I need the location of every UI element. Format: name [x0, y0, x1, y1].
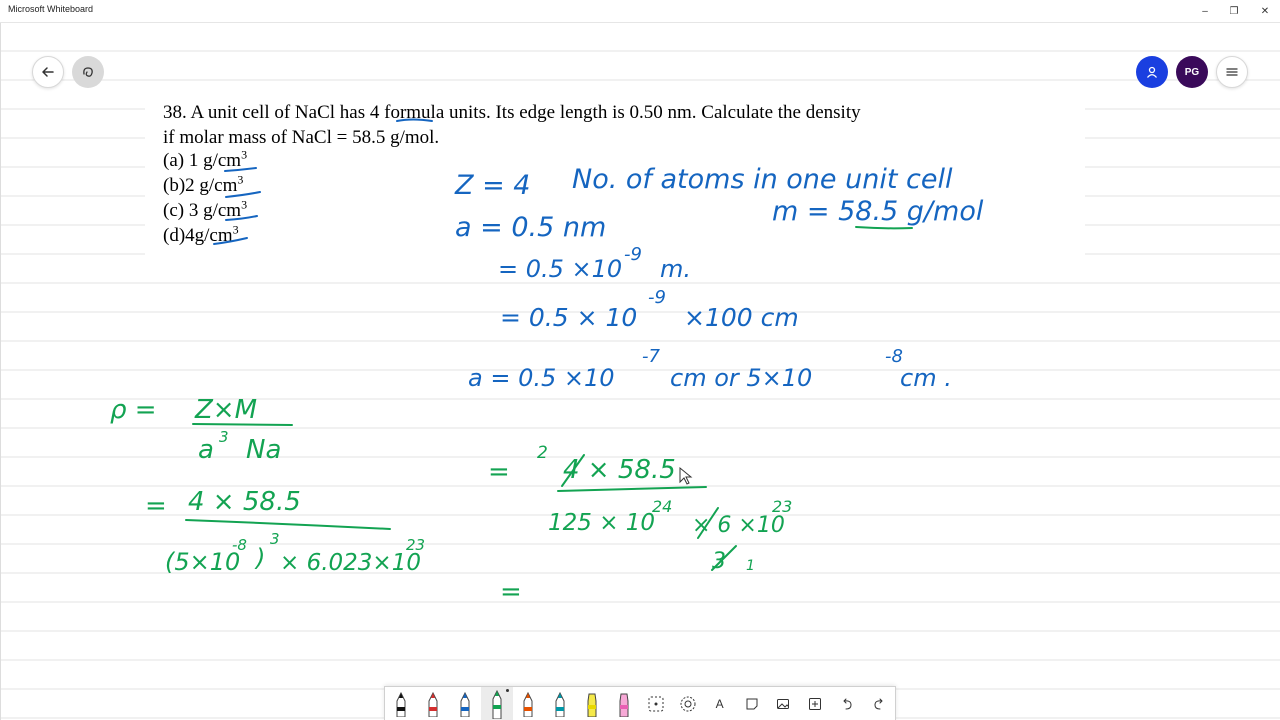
substitution-den-a: (5×10 — [165, 548, 241, 576]
calc-fraction-bar — [558, 487, 706, 491]
pink-highlighter-icon — [616, 691, 632, 717]
calc-three: 3 — [712, 549, 726, 574]
sticky-note-icon — [745, 697, 759, 711]
ruler-tool[interactable] — [672, 687, 704, 720]
red-pen-tool[interactable] — [417, 687, 449, 720]
a-in-cm-step-suffix: ×100 cm — [684, 303, 799, 332]
back-button[interactable] — [32, 56, 64, 88]
note-tool[interactable] — [736, 687, 768, 720]
teal-pen-icon — [553, 691, 567, 717]
plus-box-icon — [808, 697, 822, 711]
substitution-fraction-bar — [186, 520, 390, 529]
option-b: (b)2 $g/cm^3$ — [163, 172, 244, 196]
rho-den-na: Na — [246, 435, 282, 465]
redo-icon — [872, 697, 886, 711]
calc-numerator: 4 × 58.5 — [563, 455, 676, 485]
option-c: (c) 3 $g/cm^3$ — [163, 197, 248, 221]
restore-button[interactable]: ❐ — [1229, 5, 1239, 17]
option-d: $(d)4g/cm^3$ — [163, 222, 239, 246]
lasso-select-tool[interactable] — [640, 687, 672, 720]
rho-fraction-bar — [193, 424, 292, 425]
a-in-m-unit: m. — [660, 255, 692, 283]
a-final: a = 0.5 ×10 — [468, 364, 615, 392]
a-in-m: = 0.5 ×10 — [498, 255, 623, 283]
a-final-mid: cm or 5×10 — [670, 364, 813, 392]
ink-shape-icon — [81, 65, 95, 79]
black-pen-icon — [394, 691, 408, 717]
z-equals-4: Z = 4 — [455, 170, 531, 201]
question-line-1: 38. A unit cell of NaCl has 4 formula units. Its edge length is 0.50 nm. Calculate the density — [163, 102, 861, 123]
calc-den-exp1: 24 — [652, 497, 673, 516]
substitution-numerator: 4 × 58.5 — [188, 487, 301, 517]
active-dot — [506, 689, 509, 692]
minimize-button[interactable]: – — [1202, 5, 1208, 17]
undo-icon — [840, 697, 854, 711]
orange-pen-icon — [521, 691, 535, 717]
substitution-den-exp2: 3 — [270, 530, 280, 548]
ruler-icon — [678, 694, 698, 714]
mouse-cursor-icon — [680, 468, 691, 484]
blue-pen-icon — [458, 691, 472, 717]
substitution-den-exp1: -8 — [232, 536, 247, 554]
undo-button[interactable] — [831, 687, 863, 720]
z-explanation: No. of atoms in one unit cell — [572, 164, 953, 195]
green-pen-tool[interactable] — [481, 687, 513, 720]
calc-one: 1 — [746, 558, 755, 574]
teal-pen-tool[interactable] — [544, 687, 576, 720]
calc-two: 2 — [537, 443, 548, 463]
substitution-den-c: × 6.023×10 — [280, 550, 421, 576]
substitution-den-b: ) — [256, 544, 266, 572]
underline-option-d — [214, 238, 247, 244]
underline-molar-mass — [856, 227, 912, 228]
a-in-cm-step-exp: -9 — [648, 287, 666, 308]
menu-button[interactable] — [1216, 56, 1248, 88]
rho-lhs: ρ = — [110, 395, 157, 425]
invite-user-button[interactable] — [1136, 56, 1168, 88]
option-a: (a) 1 $g/cm^3$ — [163, 147, 248, 171]
ink-to-shape-button[interactable] — [72, 56, 104, 88]
redo-button[interactable] — [863, 687, 895, 720]
image-icon — [776, 697, 790, 711]
avatar[interactable]: PG — [1176, 56, 1208, 88]
molar-mass: m = 58.5 g/mol — [772, 196, 984, 227]
a-final-exp2: -8 — [885, 346, 903, 367]
calc-den-b: × 6 ×10 — [692, 513, 785, 538]
calc-den-exp2: 23 — [772, 497, 793, 516]
app-title: Microsoft Whiteboard — [8, 4, 94, 14]
a-in-cm-step: = 0.5 × 10 — [500, 303, 638, 332]
calc-eq: = — [488, 457, 510, 487]
person-icon — [1145, 65, 1159, 79]
a-final-exp: -7 — [642, 346, 660, 367]
a-final-unit: cm . — [900, 364, 952, 392]
pink-highlighter-tool[interactable] — [608, 687, 640, 720]
lasso-icon — [646, 694, 666, 714]
underline-option-b — [226, 192, 260, 197]
underline-option-c — [226, 216, 257, 220]
close-button[interactable]: ✕ — [1260, 5, 1270, 17]
blue-pen-tool[interactable] — [449, 687, 481, 720]
substitution-den-exp3: 23 — [406, 536, 426, 554]
yellow-highlighter-tool[interactable] — [576, 687, 608, 720]
image-tool[interactable] — [768, 687, 800, 720]
calc-eq2: = — [500, 577, 522, 607]
black-pen-tool[interactable] — [385, 687, 417, 720]
green-pen-icon — [490, 689, 504, 719]
rho-numerator: Z×M — [195, 395, 258, 425]
underline-formula-units — [397, 120, 432, 122]
a-in-m-exp: -9 — [624, 244, 642, 265]
question-line-2: if molar mass of NaCl = 58.5 g/mol. — [163, 127, 440, 148]
text-tool[interactable]: A — [715, 696, 724, 711]
add-tool[interactable] — [799, 687, 831, 720]
rho-den-a: a — [198, 435, 214, 465]
ink-toolbar — [384, 686, 896, 720]
orange-pen-tool[interactable] — [513, 687, 545, 720]
red-pen-icon — [426, 691, 440, 717]
yellow-highlighter-icon — [584, 691, 600, 717]
substitution-eq: = — [145, 491, 167, 521]
hamburger-icon — [1225, 65, 1239, 79]
calc-den-a: 125 × 10 — [548, 510, 656, 536]
arrow-left-icon — [41, 65, 55, 79]
a-in-nm: a = 0.5 nm — [455, 212, 607, 243]
underline-option-a — [225, 168, 256, 171]
rho-den-exp: 3 — [219, 428, 229, 446]
